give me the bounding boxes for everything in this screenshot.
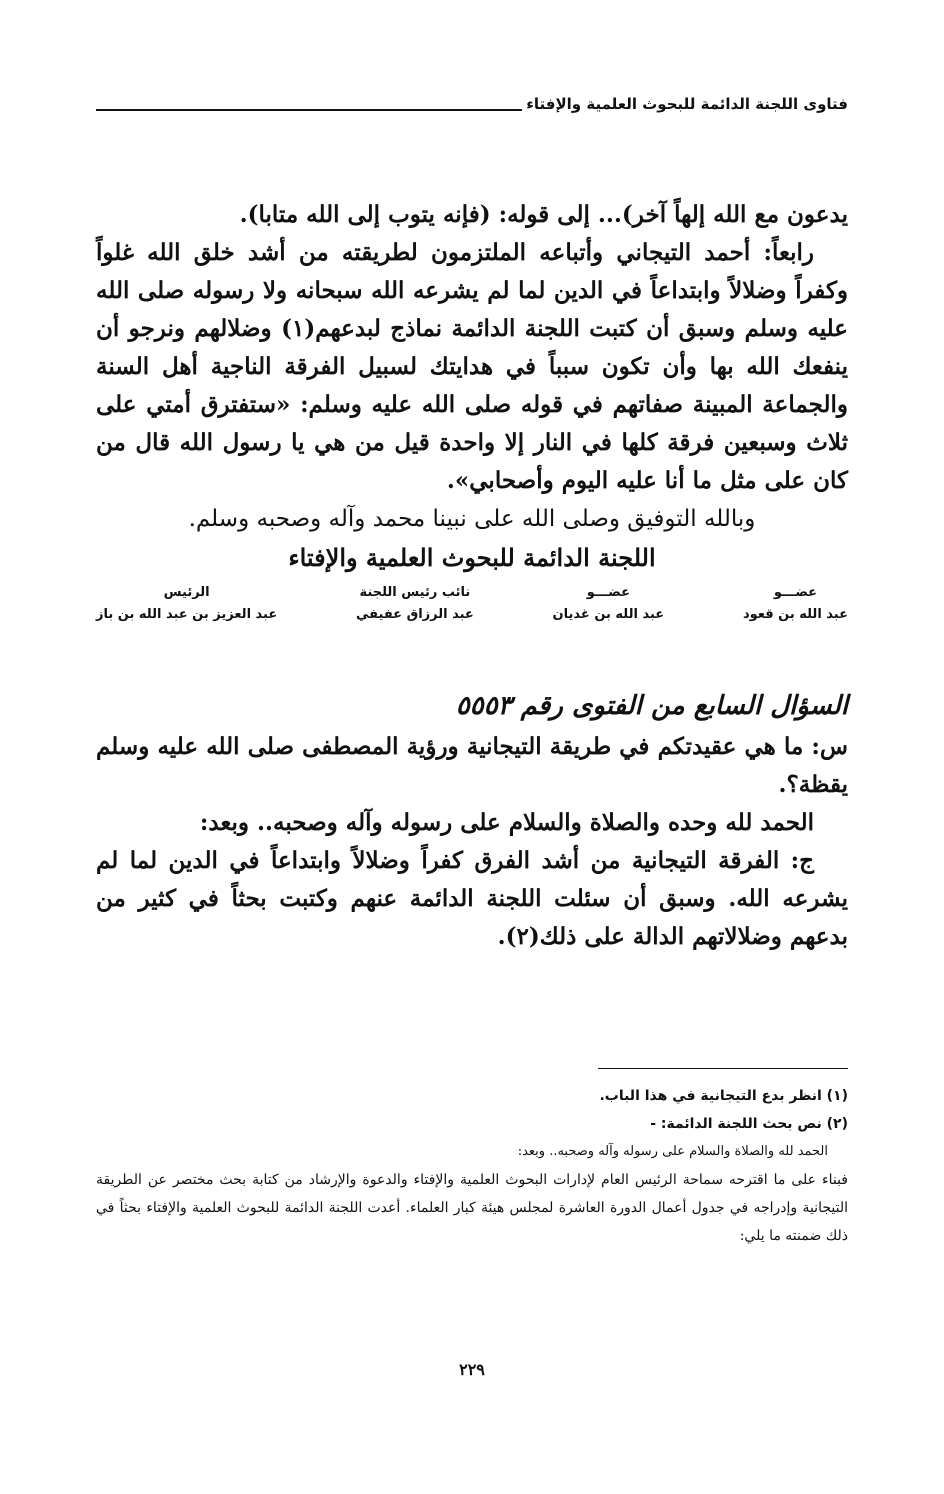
- signature-member-1: [743, 582, 848, 626]
- signature-name: عبد الرزاق عفيفي: [356, 607, 474, 622]
- signature-chair: [96, 582, 277, 626]
- signature-role: عضـــو: [586, 585, 630, 600]
- signatures-block: [96, 582, 848, 626]
- paragraph-fourth: رابعاً: أحمد التيجاني وأتباعه الملتزمون لطريقته من أشد خلق الله غلواً وكفراً وضلالاً وابتداعاً في الدين لما لم يشرعه الله سبحانه ولا رسوله صلى الله عليه وسلم وسبق أن كتبت اللجنة الدائمة نماذج لبدعهم(١) وضلالهم ونرجو أن ينفعك الله بها وأن تكون سبباً في هدايتك لسبيل الفرقة الناجية أهل السنة والجماعة المبينة صفاتهم في قوله صلى الله عليه وسلم: «ستفترق أمتي على ثلاث وسبعين فرقة كلها في النار إلا واحدة قيل من هي يا رسول الله قال من كان على مثل ما أنا عليه اليوم وأصحابي».: [96, 239, 848, 494]
- header-title: فتاوى اللجنة الدائمة للبحوث العلمية والإفتاء: [526, 95, 848, 113]
- footnote-2: (٢) نص بحث اللجنة الدائمة: -: [650, 1116, 848, 1132]
- signature-name: عبد الله بن غديان: [552, 607, 665, 622]
- main-text: [96, 196, 848, 956]
- signature-name: عبد الله بن قعود: [742, 607, 848, 622]
- header-rule: [96, 109, 522, 111]
- signature-member-2: [553, 582, 665, 626]
- closing-line: وبالله التوفيق وصلى الله على نبينا محمد وآله وصحبه وسلم.: [188, 506, 756, 532]
- running-header: [96, 94, 848, 114]
- verse-continuation: يدعون مع الله إلهاً آخر)... إلى قوله: (فإنه يتوب إلى الله متابا).: [239, 201, 848, 228]
- signature-role: نائب رئيس اللجنة: [359, 585, 471, 600]
- signature-role: الرئيس: [163, 585, 210, 600]
- footnote-rule: [598, 1068, 848, 1069]
- signature-name: عبد العزيز بن عبد الله بن باز: [96, 607, 278, 622]
- answer-praise: الحمد لله وحده والصلاة والسلام على رسوله وآله وصحبه.. وبعد:: [199, 809, 814, 836]
- page-number: ٢٢٩: [459, 1360, 485, 1379]
- footnotes: [96, 1082, 848, 1250]
- question-heading: السؤال السابع من الفتوى رقم ٥٥٥٣: [455, 691, 848, 721]
- committee-name: اللجنة الدائمة للبحوث العلمية والإفتاء: [288, 543, 656, 572]
- footnote-1: (١) انظر بدع التيجانية في هذا الباب.: [599, 1088, 848, 1104]
- footnote-2-praise: الحمد لله والصلاة والسلام على رسوله وآله وصحبه.. وبعد:: [517, 1144, 828, 1159]
- signature-vice-chair: [356, 582, 474, 626]
- question-text: س: ما هي عقيدتكم في طريقة التيجانية ورؤية المصطفى صلى الله عليه وسلم يقظة؟.: [96, 733, 848, 798]
- signature-role: عضـــو: [773, 585, 818, 600]
- footnote-2-text: فبناء على ما اقترحه سماحة الرئيس العام لإدارات البحوث العلمية والإفتاء والدعوة والإرشاد من كتابة بحث مختصر عن الطريقة التيجانية وإدراجه في جدول أعمال الدورة العاشرة لمجلس هيئة كبار العلماء. أعدت اللجنة الدائمة للبحوث العلمية والإفتاء بحثاً في ذلك ضمنته ما يلي:: [96, 1172, 848, 1244]
- answer-text: ج: الفرقة التيجانية من أشد الفرق كفراً وضلالاً وابتداعاً في الدين لما لم يشرعه الله. وسبق أن سئلت اللجنة الدائمة عنهم وكتبت بحثاً في كثير من بدعهم وضلالاتهم الدالة على ذلك(٢).: [96, 847, 848, 950]
